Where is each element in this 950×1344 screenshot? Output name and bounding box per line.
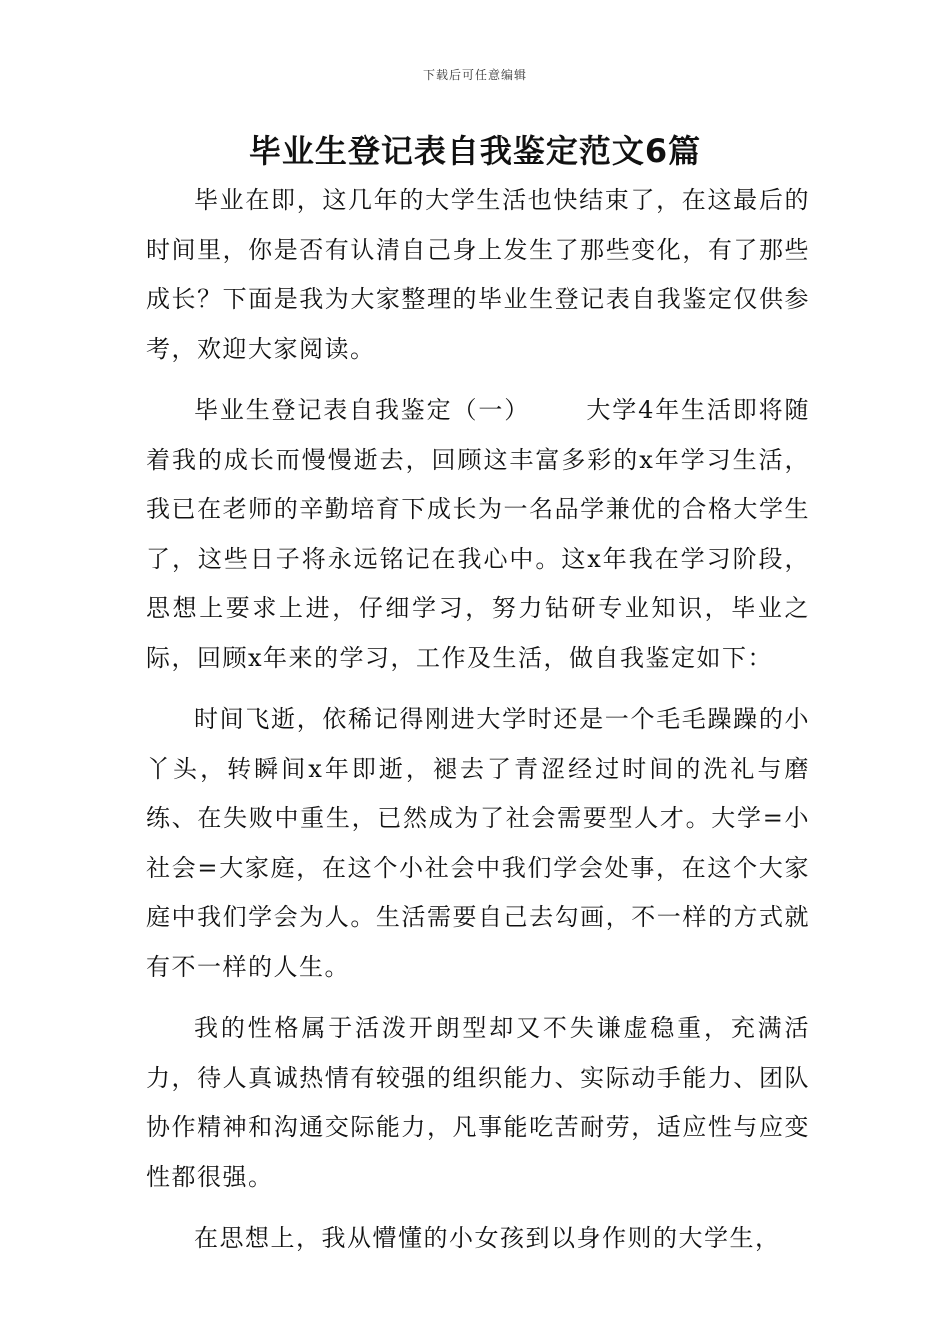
document-title: 毕业生登记表自我鉴定范文6篇 xyxy=(248,132,702,170)
paragraph-intro: 毕业在即，这几年的大学生活也快结束了，在这最后的时间里，你是否有认清自己身上发生了那些变化，有了那些成长？下面是我为大家整理的毕业生登记表自我鉴定仅供参考，欢迎大家阅读。 xyxy=(146,186,810,363)
paragraph-thought: 在思想上，我从懵懂的小女孩到以身作则的大学生， xyxy=(194,1224,781,1252)
document-body xyxy=(146,176,810,1276)
section-heading: 毕业生登记表自我鉴定（一） xyxy=(194,396,531,424)
paragraph-personality: 我的性格属于活泼开朗型却又不失谦虚稳重，充满活力，待人真诚热情有较强的组织能力、实际动手能力、团队协作精神和沟通交际能力，凡事能吃苦耐劳，适应性与应变性都很强。 xyxy=(146,1014,810,1191)
section-one-text: 大学4年生活即将随着我的成长而慢慢逝去，回顾这丰富多彩的x年学习生活，我已在老师的辛勤培育下成长为一名品学兼优的合格大学生了，这些日子将永远铭记在我心中。这x年我在学习阶段，思想上要求上进，仔细学习，努力钻研专业知识，毕业之际，回顾x年来的学习，工作及生活，做自我鉴定如下： xyxy=(146,396,810,672)
paragraph-section-one xyxy=(146,386,810,683)
paragraph-time: 时间飞逝，依稀记得刚进大学时还是一个毛毛躁躁的小丫头，转瞬间x年即逝，褪去了青涩经过时间的洗礼与磨练、在失败中重生，已然成为了社会需要型人才。大学=小社会=大家庭，在这个小社会中我们学会处事，在这个大家庭中我们学会为人。生活需要自己去勾画，不一样的方式就有不一样的人生。 xyxy=(146,705,810,981)
header-note: 下载后可任意编辑 xyxy=(422,68,527,82)
